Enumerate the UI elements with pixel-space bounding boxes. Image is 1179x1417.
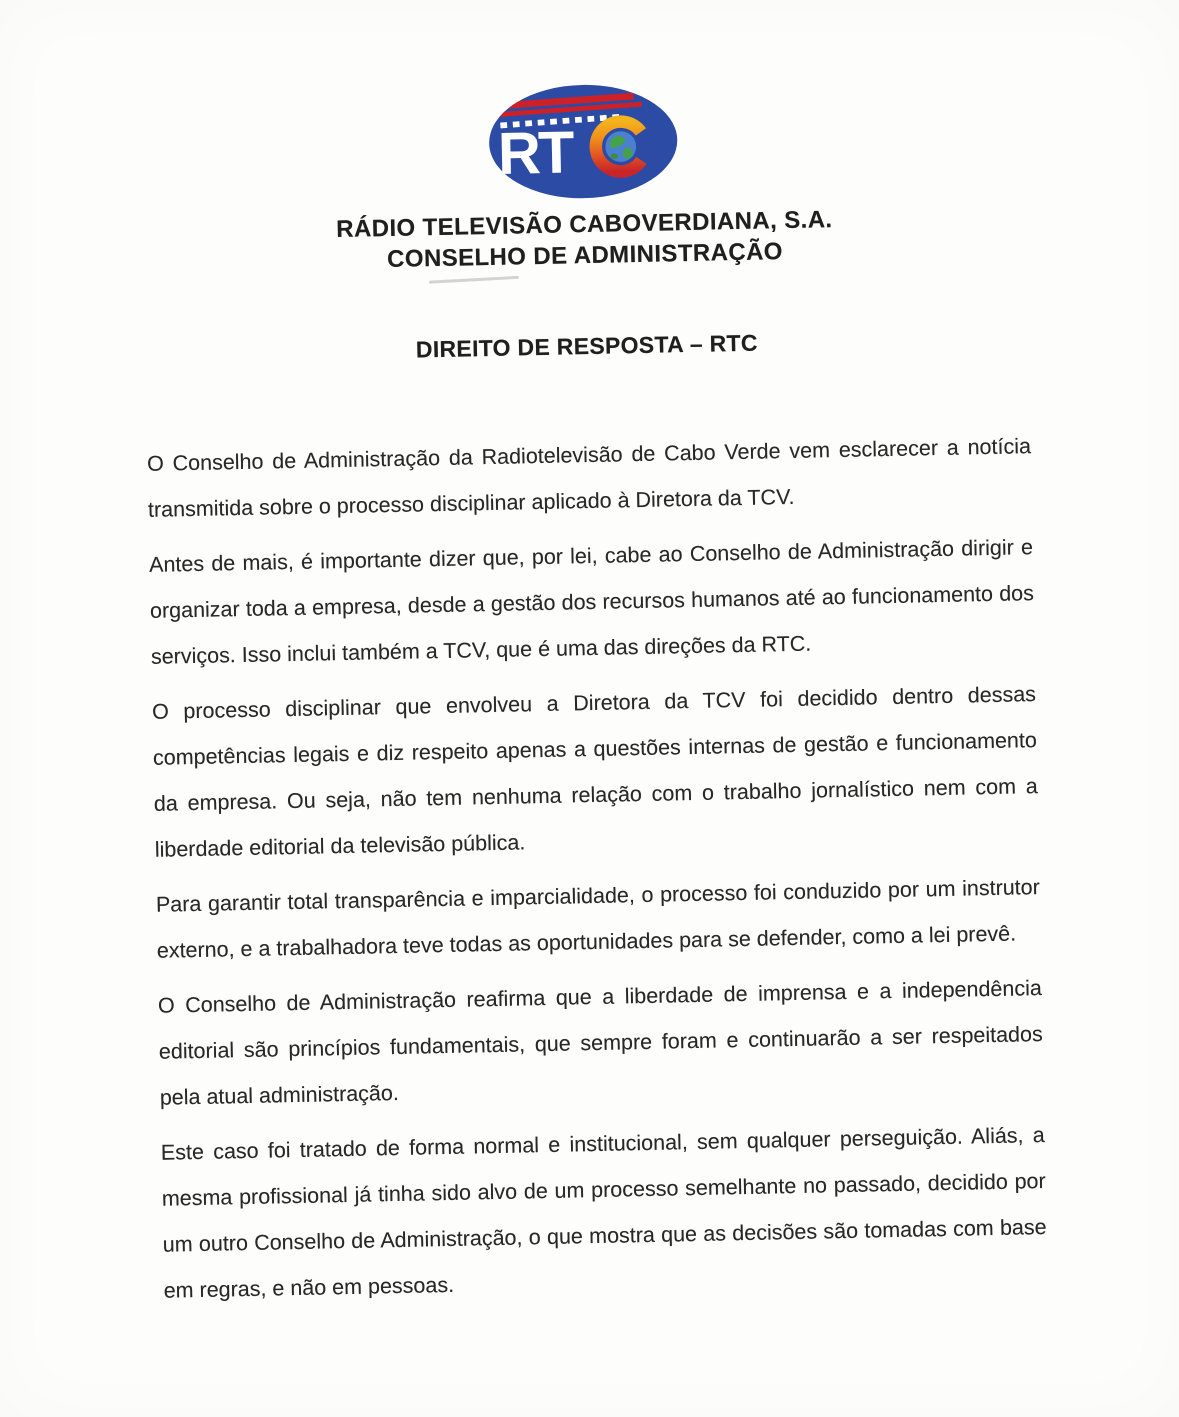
- paragraph-2: Antes de mais, é importante dizer que, por lei, cabe ao Conselho de Administração dirigir e organizar toda a empresa, desde a gestão dos recursos humanos até ao funcionamento dos serviços. Isso inclui também a TCV, que é uma das direções da RTC.: [148, 535, 1035, 669]
- paragraph-1: O Conselho de Administração da Radiotelevisão de Cabo Verde vem esclarecer a notícia transmitida sobre o processo disciplinar aplicado à Diretora da TCV.: [146, 434, 1032, 522]
- document-title: DIREITO DE RESPOSTA – RTC: [415, 329, 758, 363]
- rtc-logo: [486, 80, 680, 203]
- company-name: RÁDIO TELEVISÃO CABOVERDIANA, S.A.: [335, 206, 833, 244]
- logo-monogram: RT: [496, 118, 572, 187]
- paragraph-3: O processo disciplinar que envolveu a Diretora da TCV foi decidido dentro dessas competências legais e diz respeito apenas a questões internas de gestão e funcionamento da empresa. Ou seja, não tem nenhuma relação com o trabalho jornalístico nem com a liberdade editorial da televisão pública.: [151, 682, 1038, 862]
- paragraph-5: O Conselho de Administração reafirma que a liberdade de imprensa e a independência editorial são princípios fundamentais, que sempre foram e continuarão a ser respeitados pela atual administração.: [157, 976, 1043, 1110]
- paragraph-4: Para garantir total transparência e imparcialidade, o processo foi conduzido por um instrutor externo, e a trabalhadora teve todas as oportunidades para se defender, como a lei prevê.: [155, 875, 1041, 963]
- letter-body: [147, 423, 1048, 1314]
- paragraph-6: Este caso foi tratado de forma normal e institucional, sem qualquer perseguição. Aliás, a mesma profissional já tinha sido alvo de um processo semelhante no passado, decidido por um outro Conselho de Administração, o que mostra que as decisões são tomadas com base em regras, e não em pessoas.: [160, 1123, 1047, 1303]
- department-name: CONSELHO DE ADMINISTRAÇÃO: [386, 238, 784, 274]
- rtc-logo-graphic: [486, 80, 680, 203]
- scan-smudge-mark: [428, 276, 518, 284]
